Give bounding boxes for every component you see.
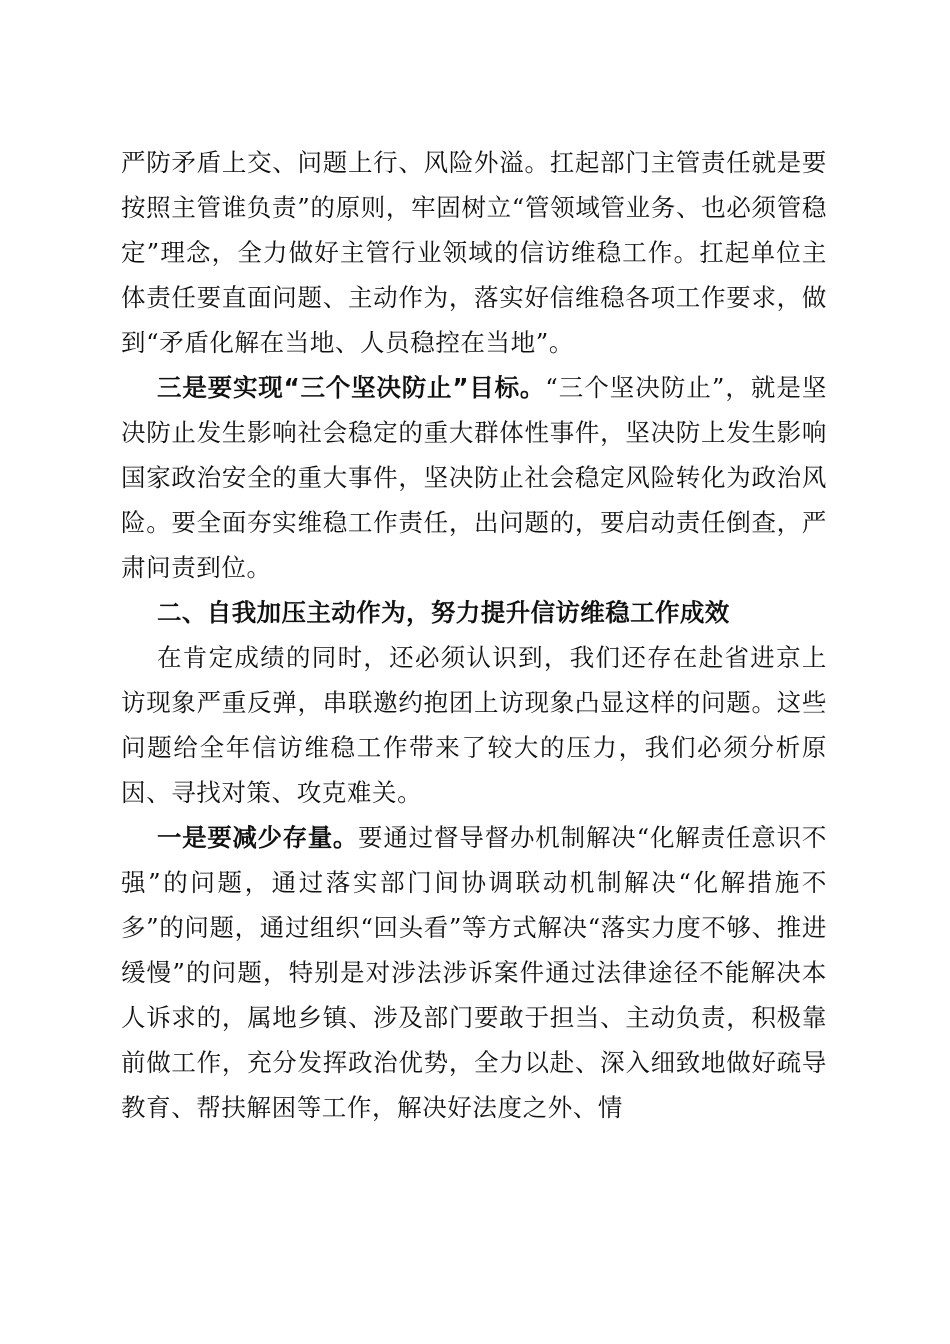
paragraph-problems: 在肯定成绩的同时，还必须认识到，我们还存在赴省进京上访现象严重反弹，串联邀约抱团上访现象凸显这样的问题。这些问题给全年信访维稳工作带来了较大的压力，我们必须分析原因、寻找对策、攻克难关。 [121, 643, 827, 807]
paragraph-text: 要通过督导督办机制解决“化解责任意识不强”的问题，通过落实部门间协调联动机制解决“化解措施不多”的问题，通过组织“回头看”等方式解决“落实力度不够、推进缓慢”的问题，特别是对涉法涉诉案件通过法律途径不能解决本人诉求的，属地乡镇、涉及部门要敢于担当、主动负责，积极靠前做工作，充分发挥政治优势，全力以赴、深入细致地做好疏导教育、帮扶解困等工作，解决好法度之外、情 [121, 823, 827, 1122]
paragraph-reduce-stock [121, 815, 827, 1130]
paragraph-lead-heading: 一是要减少存量。 [157, 823, 359, 852]
paragraph-lead-heading: 三是要实现“三个坚决防止”目标。 [157, 373, 546, 402]
section-heading-2: 二、自我加压主动作为，努力提升信访维稳工作成效 [157, 598, 730, 627]
paragraph-continuation: 严防矛盾上交、问题上行、风险外溢。扛起部门主管责任就是要按照主管谁负责”的原则，牢固树立“管领域管业务、也必须管稳定”理念，全力做好主管行业领域的信访维稳工作。扛起单位主体责任要直面问题、主动作为，落实好信维稳各项工作要求，做到“矛盾化解在当地、人员稳控在当地”。 [121, 148, 827, 357]
document-body [121, 140, 827, 1130]
paragraph-text: “三个坚决防止”，就是坚决防止发生影响社会稳定的重大群体性事件，坚决防上发生影响国家政治安全的重大事件，坚决防止社会稳定风险转化为政治风险。要全面夯实维稳工作责任，出问题的，要启动责任倒查，严肃问责到位。 [121, 373, 828, 582]
paragraph-three-resolutely-prevent [121, 365, 827, 590]
